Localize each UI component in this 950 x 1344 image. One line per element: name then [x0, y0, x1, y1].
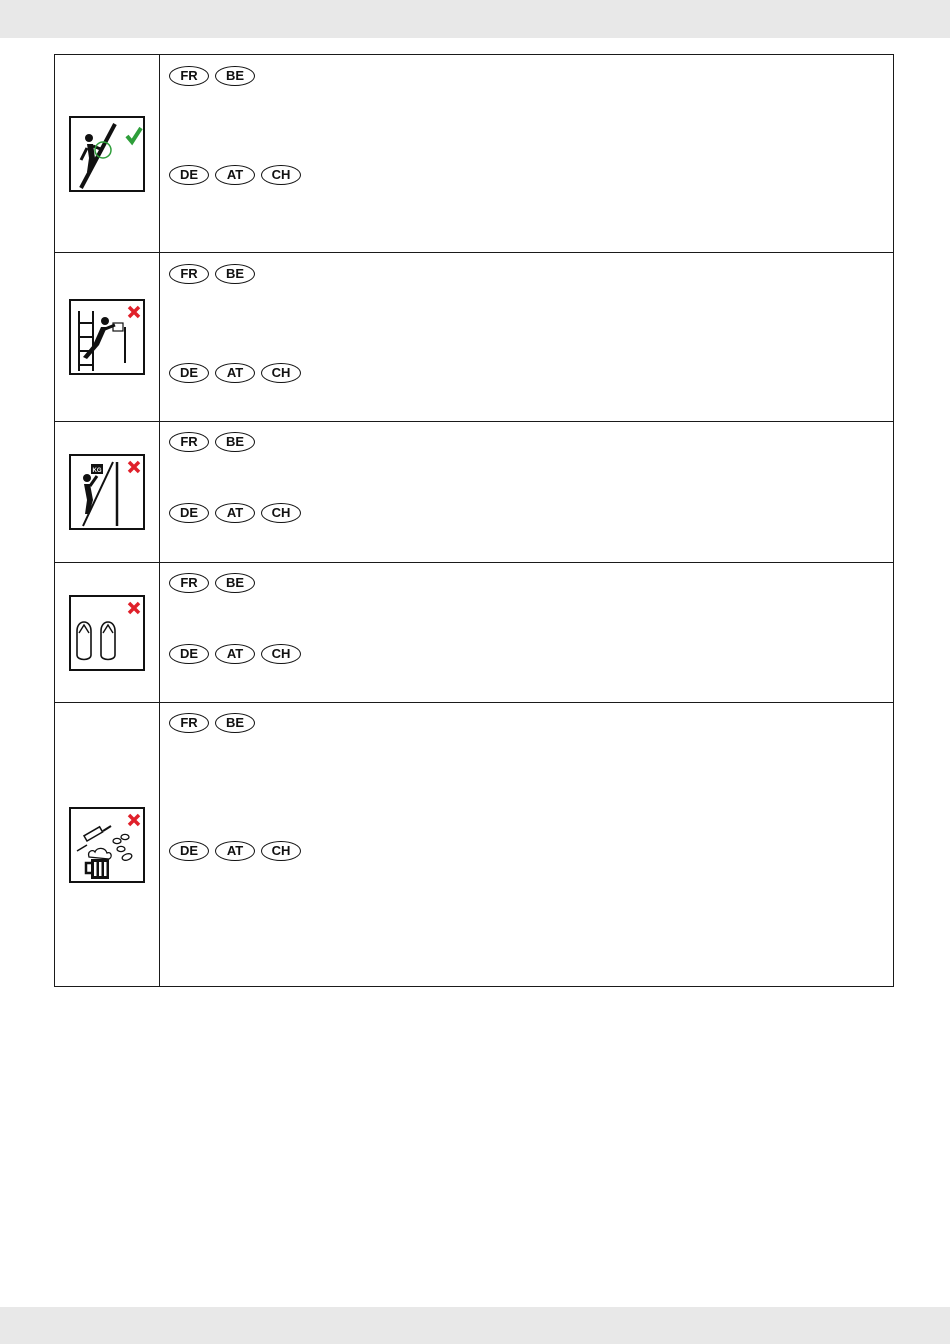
ladder-overreach-prohibited-icon — [69, 299, 145, 375]
language-badges-fr — [169, 66, 255, 86]
badge-de: DE — [169, 644, 209, 664]
icon-cell — [55, 253, 160, 421]
badge-fr: FR — [169, 573, 209, 593]
badge-be: BE — [215, 66, 255, 86]
badge-be: BE — [215, 264, 255, 284]
badge-be: BE — [215, 573, 255, 593]
language-badges-fr — [169, 432, 255, 452]
table-row — [55, 563, 893, 703]
drugs-alcohol-prohibited-icon — [69, 807, 145, 883]
badge-de: DE — [169, 363, 209, 383]
badge-de: DE — [169, 165, 209, 185]
language-badges-fr — [169, 264, 255, 284]
language-badges-de — [169, 841, 301, 861]
table-row — [55, 703, 893, 986]
badge-ch: CH — [261, 165, 301, 185]
language-badges-de — [169, 503, 301, 523]
badge-fr: FR — [169, 713, 209, 733]
badge-de: DE — [169, 841, 209, 861]
icon-cell — [55, 703, 160, 986]
carry-heavy-load-prohibited-icon — [69, 454, 145, 530]
safety-table — [54, 54, 894, 987]
badge-at: AT — [215, 503, 255, 523]
badge-at: AT — [215, 363, 255, 383]
icon-cell — [55, 422, 160, 562]
language-badges-fr — [169, 573, 255, 593]
badge-at: AT — [215, 841, 255, 861]
language-badges-de — [169, 644, 301, 664]
table-row — [55, 422, 893, 563]
ladder-climb-correct-icon — [69, 116, 145, 192]
badge-de: DE — [169, 503, 209, 523]
badge-ch: CH — [261, 644, 301, 664]
badge-fr: FR — [169, 66, 209, 86]
load-label: KG — [92, 468, 102, 474]
badge-fr: FR — [169, 264, 209, 284]
flip-flops-prohibited-icon — [69, 595, 145, 671]
badge-ch: CH — [261, 363, 301, 383]
icon-cell — [55, 55, 160, 252]
icon-cell — [55, 563, 160, 702]
badge-ch: CH — [261, 841, 301, 861]
language-badges-de — [169, 363, 301, 383]
badge-ch: CH — [261, 503, 301, 523]
text-cell — [160, 55, 893, 252]
text-cell — [160, 563, 893, 702]
text-cell — [160, 422, 893, 562]
text-cell — [160, 703, 893, 986]
badge-at: AT — [215, 644, 255, 664]
text-cell — [160, 253, 893, 421]
top-band — [0, 0, 950, 38]
table-row — [55, 55, 893, 253]
badge-fr: FR — [169, 432, 209, 452]
badge-be: BE — [215, 713, 255, 733]
badge-at: AT — [215, 165, 255, 185]
badge-be: BE — [215, 432, 255, 452]
table-row — [55, 253, 893, 422]
bottom-band — [0, 1307, 950, 1344]
language-badges-fr — [169, 713, 255, 733]
language-badges-de — [169, 165, 301, 185]
